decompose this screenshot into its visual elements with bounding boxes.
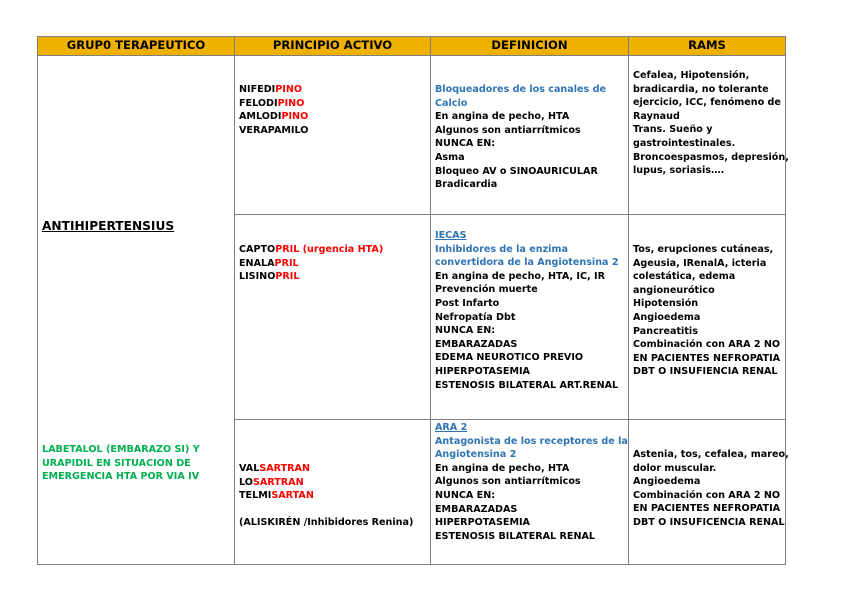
rams-line: DBT O INSUFICENCIA RENAL — [633, 516, 785, 528]
rams-cell — [629, 215, 786, 420]
header-principio: PRINCIPIO ACTIVO — [235, 37, 431, 56]
drug-note: (ALISKIRÉN /Inhibidores Renina) — [239, 516, 414, 528]
drug-name: TELMISARTAN — [239, 490, 314, 502]
definition-blue-line: Inhibidores de la enzima — [435, 243, 568, 255]
definition-blue-line: Angiotensina 2 — [435, 449, 517, 461]
drug-name: CAPTOPRIL (urgencia HTA) — [239, 244, 384, 255]
drug-name: ENALAPRIL — [239, 257, 299, 269]
definition-line: En angina de pecho, HTA — [435, 462, 570, 474]
group-title: ANTIHIPERTENSIUS — [42, 219, 175, 233]
rams-line: Trans. Sueño y — [633, 124, 713, 136]
drug-name: LISINOPRIL — [239, 271, 300, 283]
group-note-line: EMERGENCIA HTA POR VIA IV — [42, 471, 200, 483]
definition-line: NUNCA EN: — [435, 138, 496, 150]
drug-name: VALSARTRAN — [239, 463, 310, 474]
definition-title: IECAS — [435, 230, 467, 241]
drug-table — [37, 36, 789, 565]
group-note-line: LABETALOL (EMBARAZO SI) Y — [42, 444, 200, 455]
rams-line: EN PACIENTES NEFROPATIA — [633, 503, 781, 515]
definition-line: EMBARAZADAS — [435, 338, 518, 350]
group-note-line: URAPIDIL EN SITUACION DE — [42, 457, 191, 469]
definition-line: ESTENOSIS BILATERAL ART.RENAL — [435, 379, 619, 391]
rams-line: bradicardia, no tolerante — [633, 83, 769, 95]
rams-line: lupus, soriasis…. — [633, 165, 725, 177]
rams-line: Pancreatitis — [633, 325, 698, 337]
rams-line: Hipotensión — [633, 298, 699, 310]
definition-line: NUNCA EN: — [435, 489, 496, 501]
definition-cell — [431, 420, 629, 565]
definition-line: HIPERPOTASEMIA — [435, 517, 530, 529]
header-grupo: GRUP0 TERAPEUTICO — [38, 37, 235, 56]
group-cell — [38, 56, 235, 565]
drug-name: VERAPAMILO — [239, 124, 309, 136]
definition-blue-line: Calcio — [435, 97, 468, 109]
definition-title: ARA 2 — [435, 422, 468, 433]
rams-line: Combinación con ARA 2 NO — [633, 339, 781, 351]
definition-line: Prevención muerte — [435, 284, 538, 296]
header-definicion: DEFINICION — [431, 37, 629, 56]
rams-line: DBT O INSUFIENCIA RENAL — [633, 366, 778, 378]
table-row — [38, 56, 786, 215]
rams-cell — [629, 420, 789, 565]
rams-line: Ageusia, IRenalA, icteria — [633, 257, 767, 269]
definition-line: Algunos son antiarrítmicos — [435, 124, 581, 136]
definition-blue-line: Bloqueadores de los canales de — [435, 84, 606, 95]
drug-name: AMLODIPINO — [239, 111, 309, 123]
drugs-cell — [235, 420, 431, 565]
definition-line: Nefropatía Dbt — [435, 311, 516, 323]
drug-name: LOSARTRAN — [239, 476, 304, 488]
drugs-cell — [235, 56, 431, 215]
definition-line: NUNCA EN: — [435, 325, 496, 337]
definition-line: EDEMA NEUROTICO PREVIO — [435, 352, 584, 364]
rams-cell — [629, 56, 789, 215]
rams-line: EN PACIENTES NEFROPATIA — [633, 352, 781, 364]
rams-line: angioneurótico — [633, 284, 715, 296]
rams-line: Tos, erupciones cutáneas, — [633, 244, 774, 255]
definition-line: ESTENOSIS BILATERAL RENAL — [435, 530, 596, 542]
definition-line: Bloqueo AV o SINOAURICULAR — [435, 165, 598, 177]
definition-cell — [431, 215, 629, 420]
rams-line: Raynaud — [633, 110, 680, 122]
drug-name: FELODIPINO — [239, 97, 305, 109]
definition-blue-line: convertidora de la Angiotensina 2 — [435, 257, 619, 269]
definition-cell — [431, 56, 629, 215]
definition-line: HIPERPOTASEMIA — [435, 365, 530, 377]
rams-line: Combinación con ARA 2 NO — [633, 489, 781, 501]
rams-line: Angioedema — [633, 476, 701, 488]
definition-line: EMBARAZADAS — [435, 503, 518, 515]
definition-line: En angina de pecho, HTA, IC, IR — [435, 270, 605, 282]
definition-blue-line: Antagonista de los receptores de la — [435, 435, 628, 447]
drug-name: NIFEDIPINO — [239, 84, 303, 95]
rams-line: Cefalea, Hipotensión, — [633, 70, 750, 81]
definition-line: Post Infarto — [435, 297, 500, 309]
rams-line: Angioedema — [633, 311, 701, 323]
rams-line: colestática, edema — [633, 271, 736, 283]
rams-line: Astenia, tos, cefalea, mareo, — [633, 449, 789, 460]
definition-line: Algunos son antiarrítmicos — [435, 476, 581, 488]
drugs-cell — [235, 215, 431, 420]
definition-line: Asma — [435, 151, 465, 163]
rams-line: dolor muscular. — [633, 462, 717, 474]
group-note — [42, 443, 200, 484]
rams-line: Broncoespasmos, depresión, — [633, 151, 789, 163]
rams-line: gastrointestinales. — [633, 137, 736, 149]
rams-line: ejercicio, ICC, fenómeno de — [633, 97, 781, 109]
definition-line: Bradicardia — [435, 179, 498, 191]
header-rams: RAMS — [629, 37, 786, 56]
header-row — [38, 37, 786, 56]
definition-line: En angina de pecho, HTA — [435, 111, 570, 123]
